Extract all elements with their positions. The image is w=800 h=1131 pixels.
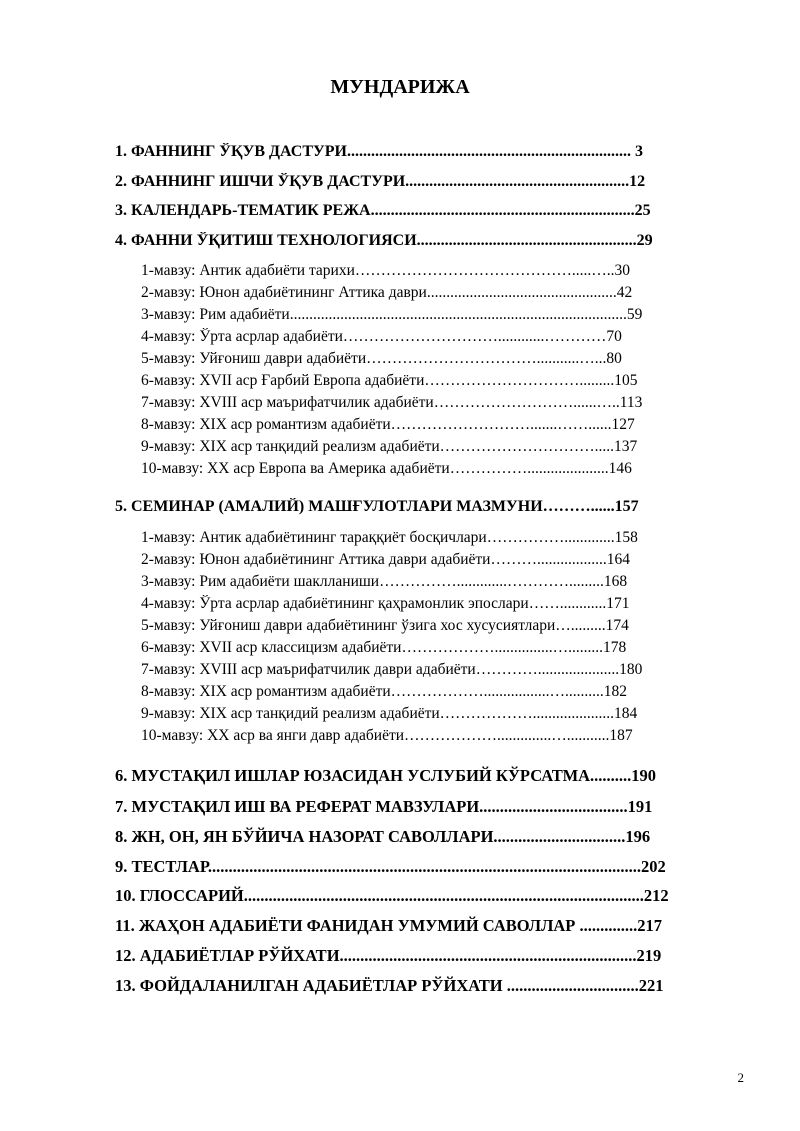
toc-entry-13: 13. ФОЙДАЛАНИЛГАН АДАБИЁТЛАР РЎЙХАТИ ................................221 <box>115 976 664 995</box>
toc-entry-1: 1. ФАННИНГ ЎҚУВ ДАСТУРИ....................................................................... 3 <box>115 143 643 160</box>
toc-subentry: 7-мавзу: XVIII аср маърифатчилик адабиёти………………………......…..113 <box>141 394 643 411</box>
toc-entry-9: 9. ТЕСТЛАР.........................................................................................................202 <box>115 857 666 876</box>
page-number: 2 <box>737 1070 744 1085</box>
toc-subentry: 7-мавзу: XVIII аср маърифатчилик даври адабиёти………….....................180 <box>141 661 643 678</box>
toc-subentry: 2-мавзу: Юнон адабиётининг Аттика даври.................................................42 <box>141 284 633 301</box>
toc-subentry: 1-мавзу: Антик адабиётининг тараққиёт босқичлари…………….............158 <box>141 529 638 546</box>
toc-entry-3: 3. КАЛЕНДАРЬ-ТЕМАТИК РЕЖА..................................................................25 <box>115 202 651 219</box>
toc-entry-8: 8. ЖН, ОН, ЯН БЎЙИЧА НАЗОРАТ САВОЛЛАРИ................................196 <box>115 827 651 846</box>
toc-subentry: 6-мавзу: XVII аср классицизм адабиёти………………...............….........178 <box>141 639 627 656</box>
toc-subentry: 4-мавзу: Ўрта асрлар адабиёти…………………………............…………70 <box>141 328 622 345</box>
toc-subentry: 10-мавзу: XX аср ва янги давр адабиёти………………..............…...........187 <box>141 727 633 744</box>
toc-subentry: 3-мавзу: Рим адабиёти шаклланиши…………….............………….........168 <box>141 573 628 590</box>
toc-subentry: 10-мавзу: XX аср Европа ва Америка адабиёти…………….....................146 <box>141 460 632 477</box>
toc-entry-6: 6. МУСТАҚИЛ ИШЛАР ЮЗАСИДАН УСЛУБИЙ КЎРСАТМА..........190 <box>115 766 657 785</box>
toc-subentry: 4-мавзу: Ўрта асрлар адабиётининг қаҳрамонлик эпослари……............171 <box>141 595 630 612</box>
toc-entry-7: 7. МУСТАҚИЛ ИШ ВА РЕФЕРАТ МАВЗУЛАРИ....................................191 <box>115 797 653 816</box>
toc-subentry: 8-мавзу: XIX аср романтизм адабиёти……………………….......……......127 <box>141 416 635 433</box>
toc-entry-4: 4. ФАННИ ЎҚИТИШ ТЕХНОЛОГИЯСИ.......................................................29 <box>115 232 653 249</box>
toc-subentry: 5-мавзу: Уйғониш даври адабиёти……………………………...........…...80 <box>141 350 622 367</box>
toc-subentry: 9-мавзу: XIX аср танқидий реализм адабиёти……………….....................184 <box>141 705 638 722</box>
toc-subentry: 5-мавзу: Уйғониш даври адабиётининг ўзига хос хусусиятлари….........174 <box>141 617 629 634</box>
toc-entry-12: 12. АДАБИЁТЛАР РЎЙХАТИ........................................................................219 <box>115 946 662 965</box>
toc-entry-2: 2. ФАННИНГ ИШЧИ ЎҚУВ ДАСТУРИ........................................................12 <box>115 173 646 190</box>
toc-entry-11: 11. ЖАҲОН АДАБИЁТИ ФАНИДАН УМУМИЙ САВОЛЛАР ..............217 <box>115 916 663 935</box>
toc-subentry: 6-мавзу: XVII аср Ғарбий Европа адабиёти………………………….........105 <box>141 372 638 389</box>
page-title: МУНДАРИЖА <box>330 76 470 98</box>
toc-subentry: 2-мавзу: Юнон адабиётининг Аттика даври адабиёти………..................164 <box>141 551 630 568</box>
toc-entry-5: 5. СЕМИНАР (АМАЛИЙ) МАШҒУЛОТЛАРИ МАЗМУНИ………......157 <box>115 498 639 515</box>
toc-subentry: 8-мавзу: XIX аср романтизм адабиёти……………….................…..........182 <box>141 683 628 700</box>
toc-subentry: 1-мавзу: Антик адабиёти тарихи…………………………………….....…..30 <box>141 262 631 279</box>
toc-subentry: 3-мавзу: Рим адабиёти.......................................................................................59 <box>141 306 643 323</box>
toc-subentry: 9-мавзу: XIX аср танқидий реализм адабиёти………………………….....137 <box>141 438 638 455</box>
toc-entry-10: 10. ГЛОССАРИЙ.................................................................................................212 <box>115 886 669 905</box>
